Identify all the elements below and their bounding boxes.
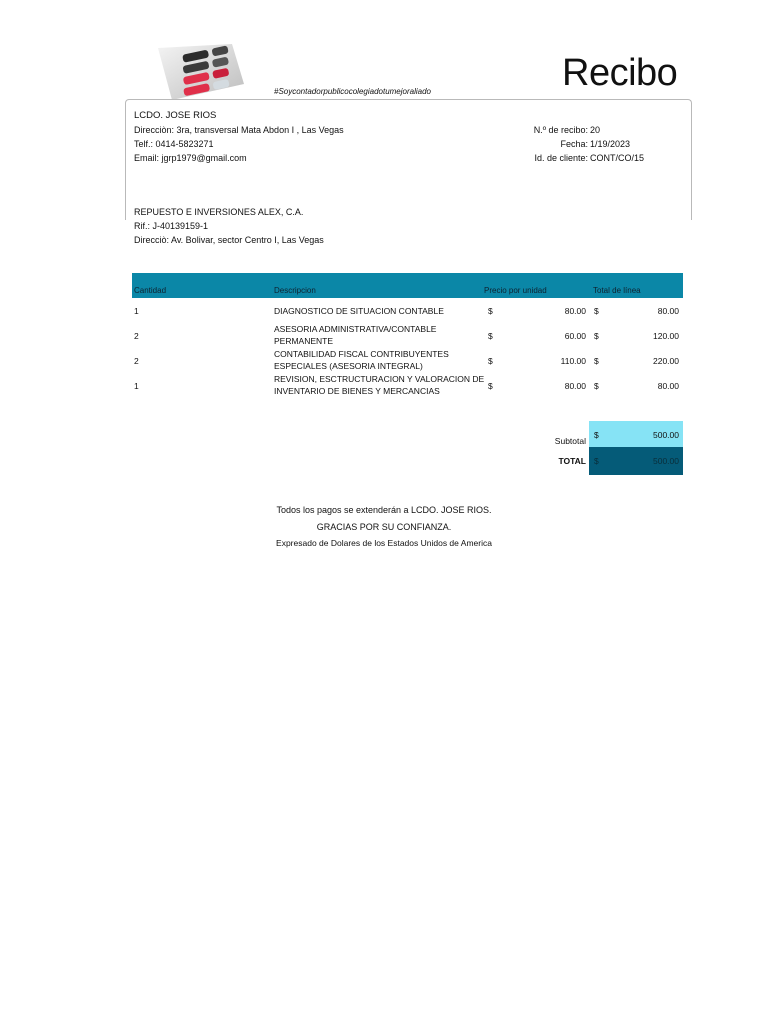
payment-note: Todos los pagos se extenderán a LCDO. JOSE RIOS. bbox=[276, 505, 492, 515]
recipient-address: Direcciò: Av. Bolivar, sector Centro I, Las Vegas bbox=[134, 235, 324, 245]
table-row-description: REVISION, ESCTRUCTURACION Y VALORACION DE INVENTARIO DE BIENES Y MERCANCIAS bbox=[274, 374, 485, 396]
table-row-description: CONTABILIDAD FISCAL CONTRIBUYENTES ESPECIALES (ASESORIA INTEGRAL) bbox=[274, 349, 449, 371]
header-unit-price: Precio por unidad bbox=[484, 286, 547, 295]
total-value: 500.00 bbox=[653, 456, 679, 466]
sender-name: LCDO. JOSE RIOS bbox=[134, 110, 217, 121]
client-id-label: Id. de cliente: bbox=[534, 153, 588, 163]
table-row-line-total: 80.00 bbox=[657, 381, 679, 391]
subtotal-value: 500.00 bbox=[653, 430, 679, 440]
hashtag-text: #Soycontadorpublicocolegiadotumejoraliado bbox=[274, 87, 431, 96]
header-quantity: Cantidad bbox=[134, 286, 167, 295]
table-row-currency: $ bbox=[488, 331, 493, 341]
currency-note: Expresado de Dolares de los Estados Unidos de America bbox=[276, 538, 492, 548]
total-label: TOTAL bbox=[558, 456, 586, 466]
table-row-qty: 2 bbox=[134, 331, 139, 341]
table-row-qty: 1 bbox=[134, 381, 139, 391]
client-id-value: CONT/CO/15 bbox=[590, 153, 645, 163]
receipt-date-value: 1/19/2023 bbox=[590, 139, 631, 149]
table-row-description: ASESORIA ADMINISTRATIVA/CONTABLE PERMANENTE bbox=[274, 324, 437, 346]
subtotal-currency: $ bbox=[594, 430, 599, 440]
table-row-line-total: 220.00 bbox=[653, 356, 679, 366]
table-row-unit-price: 110.00 bbox=[560, 356, 586, 366]
recipient-name: REPUESTO E INVERSIONES ALEX, C.A. bbox=[134, 207, 304, 217]
header-description: Descripcion bbox=[274, 286, 316, 295]
calculator-logo-image bbox=[152, 44, 244, 100]
subtotal-label: Subtotal bbox=[554, 436, 586, 446]
table-row-currency: $ bbox=[488, 381, 493, 391]
table-row-qty: 1 bbox=[134, 306, 139, 316]
table-row-currency: $ bbox=[594, 381, 599, 391]
sender-phone: Telf.: 0414-5823271 bbox=[134, 139, 214, 149]
table-row-line-total: 120.00 bbox=[653, 331, 679, 341]
table-row-line-total: 80.00 bbox=[657, 306, 679, 316]
table-row-unit-price: 80.00 bbox=[564, 381, 586, 391]
table-row-currency: $ bbox=[488, 306, 493, 316]
header-line-total: Total de línea bbox=[593, 286, 641, 295]
total-currency: $ bbox=[594, 456, 599, 466]
sender-address: Direcciòn: 3ra, transversal Mata Abdon I , Las Vegas bbox=[134, 125, 344, 135]
receipt-number-value: 20 bbox=[590, 125, 601, 135]
page-title: Recibo bbox=[562, 52, 678, 94]
thank-you-note: GRACIAS POR SU CONFIANZA. bbox=[316, 522, 452, 532]
table-row-currency: $ bbox=[594, 331, 599, 341]
receipt-date-label: Fecha: bbox=[560, 139, 588, 149]
table-row-currency: $ bbox=[488, 356, 493, 366]
table-row-currency: $ bbox=[594, 356, 599, 366]
table-row-currency: $ bbox=[594, 306, 599, 316]
receipt-number-label: N.º de recibo: bbox=[533, 125, 588, 135]
table-row-unit-price: 60.00 bbox=[564, 331, 586, 341]
table-row-unit-price: 80.00 bbox=[564, 306, 586, 316]
recipient-rif: Rif.: J-40139159-1 bbox=[134, 221, 209, 231]
table-row-qty: 2 bbox=[134, 356, 139, 366]
table-row-description: DIAGNOSTICO DE SITUACION CONTABLE bbox=[274, 306, 444, 316]
sender-email: Email: jgrp1979@gmail.com bbox=[134, 153, 247, 163]
